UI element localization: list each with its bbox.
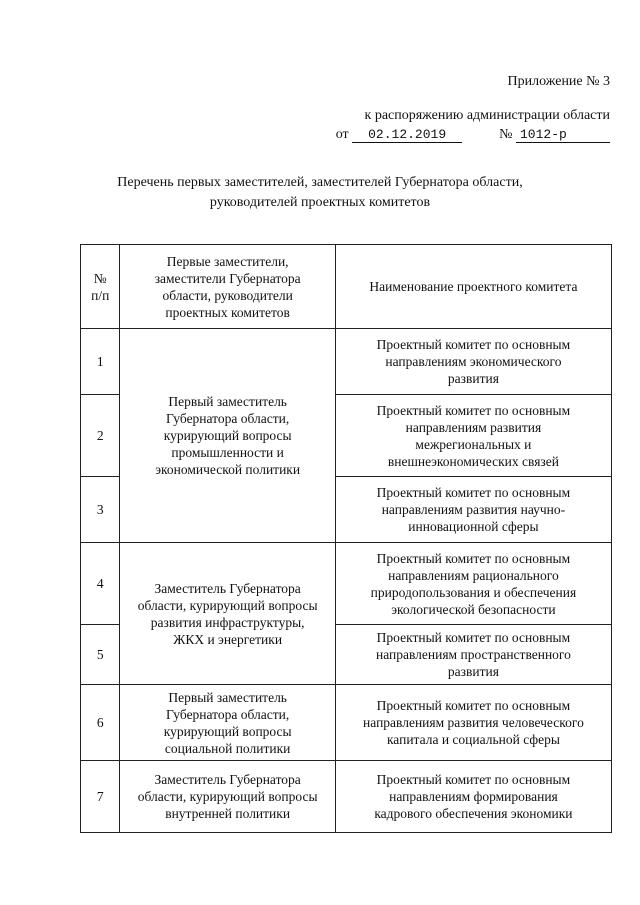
order-number: 1012-р <box>516 127 610 143</box>
committees-table <box>80 244 612 833</box>
title-line-2: руководителей проектных комитетов <box>209 195 431 210</box>
row-number: 6 <box>81 685 120 761</box>
committee-cell: Проектный комитет по основным направлениям развития человеческого капитала и социальной сферы <box>335 685 611 761</box>
table-header-row <box>81 245 612 329</box>
order-date: 02.12.2019 <box>352 127 462 143</box>
row-number: 1 <box>81 329 120 395</box>
committee-cell: Проектный комитет по основным направлениям рационального природопользования и обеспечения экологической безопасности <box>335 543 611 625</box>
committee-cell: Проектный комитет по основным направлениям пространственного развития <box>335 625 611 685</box>
deputy-cell: Заместитель Губернатора области, курирующий вопросы развития инфраструктуры, ЖКХ и энергетики <box>120 543 335 685</box>
row-number: 5 <box>81 625 120 685</box>
row-number: 4 <box>81 543 120 625</box>
row-number: 2 <box>81 395 120 477</box>
deputy-cell: Заместитель Губернатора области, курирующий вопросы внутренней политики <box>120 761 335 833</box>
header-deputies: Первые заместители, заместители Губернатора области, руководители проектных комитетов <box>120 245 335 329</box>
table-row <box>81 543 612 625</box>
order-number-label: № <box>499 127 513 142</box>
row-number: 3 <box>81 477 120 543</box>
header-number: № п/п <box>81 245 120 329</box>
appendix-label: Приложение № 3 <box>507 74 610 89</box>
page-title <box>40 173 600 213</box>
order-reference <box>320 106 610 144</box>
title-line-1: Перечень первых заместителей, заместителей Губернатора области, <box>117 175 523 190</box>
deputy-cell: Первый заместитель Губернатора области, курирующий вопросы промышленности и экономической политики <box>120 329 335 543</box>
committee-cell: Проектный комитет по основным направлениям формирования кадрового обеспечения экономики <box>335 761 611 833</box>
header-committee: Наименование проектного комитета <box>335 245 611 329</box>
committee-cell: Проектный комитет по основным направлениям развития межрегиональных и внешнеэкономических связей <box>335 395 611 477</box>
table-row <box>81 685 612 761</box>
row-number: 7 <box>81 761 120 833</box>
table-row <box>81 329 612 395</box>
order-date-line <box>320 125 610 144</box>
committee-cell: Проектный комитет по основным направлениям развития научно- инновационной сферы <box>335 477 611 543</box>
table-row <box>81 761 612 833</box>
order-from-label: от <box>335 127 349 142</box>
order-to-label: к распоряжению администрации области <box>364 108 610 123</box>
committee-cell: Проектный комитет по основным направлениям экономического развития <box>335 329 611 395</box>
deputy-cell: Первый заместитель Губернатора области, курирующий вопросы социальной политики <box>120 685 335 761</box>
